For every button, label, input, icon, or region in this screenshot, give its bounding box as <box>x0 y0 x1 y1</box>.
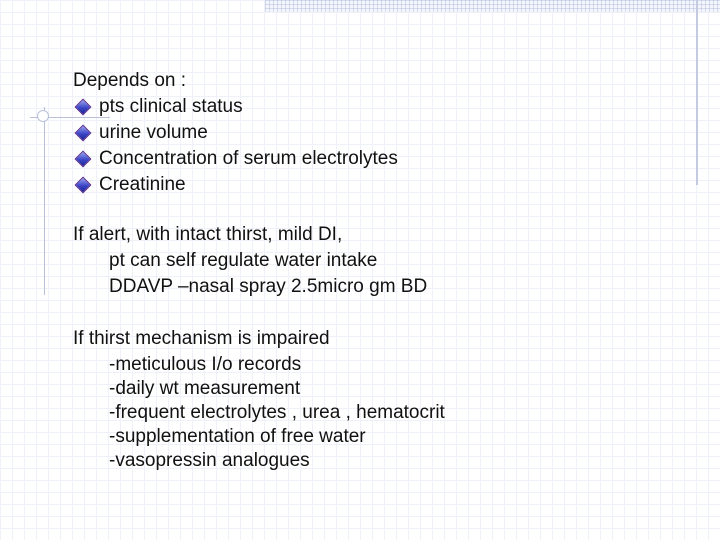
left-vertical-rule <box>44 107 45 295</box>
diamond-bullet-icon <box>75 99 92 116</box>
factor-item <box>73 94 693 120</box>
factor-label: Creatinine <box>99 174 186 195</box>
impaired-section-line: -meticulous I/o records <box>109 354 302 375</box>
diamond-bullet-icon <box>75 125 92 142</box>
alert-section-line: pt can self regulate water intake <box>109 250 378 271</box>
factor-label: urine volume <box>99 122 208 143</box>
impaired-section-line: -supplementation of free water <box>109 426 366 447</box>
spacer <box>73 198 693 214</box>
factor-label: pts clinical status <box>99 96 243 117</box>
factor-item <box>73 120 693 146</box>
top-decorative-band <box>265 0 720 12</box>
alert-section-title: If alert, with intact thirst, mild DI, <box>73 224 343 245</box>
impaired-section-line: -daily wt measurement <box>109 378 301 399</box>
spacer <box>73 214 693 222</box>
impaired-section-line: -frequent electrolytes , urea , hematocrit <box>109 402 445 423</box>
diamond-bullet-icon <box>75 177 92 194</box>
factor-item <box>73 172 693 198</box>
impaired-section-line: -vasopressin analogues <box>109 450 310 471</box>
spacer <box>73 300 693 316</box>
slide-content <box>73 68 693 472</box>
right-vertical-rule <box>696 0 698 185</box>
depends-on-heading: Depends on : <box>73 70 187 91</box>
factor-label: Concentration of serum electrolytes <box>99 148 398 169</box>
ring-ornament-icon <box>37 110 49 122</box>
diamond-bullet-icon <box>75 151 92 168</box>
spacer <box>73 316 693 326</box>
factor-item <box>73 146 693 172</box>
alert-section-line: DDAVP –nasal spray 2.5micro gm BD <box>109 276 428 297</box>
impaired-section-title: If thirst mechanism is impaired <box>73 328 330 349</box>
